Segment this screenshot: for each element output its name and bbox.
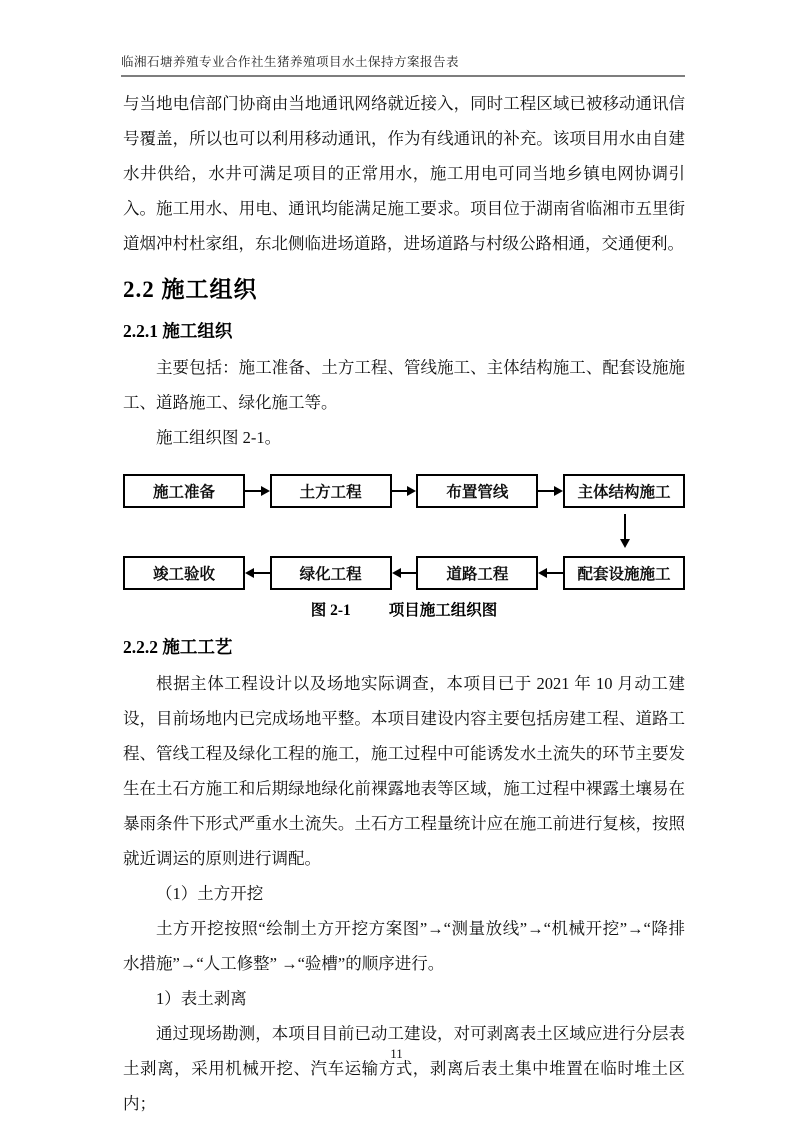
flowchart-node-auxiliary-facilities: 配套设施施工 <box>563 556 685 590</box>
arrow-right-icon <box>245 486 270 496</box>
header-title: 临湘石塘养殖专业合作社生猪养殖项目水土保持方案报告表 <box>121 55 460 69</box>
document-body <box>123 86 685 1121</box>
figure-caption-label: 图 2-1 <box>310 602 351 619</box>
flowchart-row-1 <box>123 474 685 508</box>
flowchart-node-earthwork: 土方工程 <box>270 474 392 508</box>
flowchart-construction-organization <box>123 474 685 620</box>
arrow-right-icon <box>538 486 563 496</box>
heading-2-2-2: 2.2.2 施工工艺 <box>123 637 233 657</box>
heading-2-2-1: 2.2.1 施工组织 <box>123 321 233 341</box>
figure-caption <box>123 598 685 620</box>
paragraph-topsoil-title: 1）表土剥离 <box>156 989 247 1008</box>
paragraph-org-scope: 主要包括：施工准备、土方工程、管线施工、主体结构施工、配套设施施工、道路施工、绿化施工等。 <box>123 358 685 412</box>
arrow-left-icon <box>392 568 417 578</box>
paragraph-process-overview: 根据主体工程设计以及场地实际调查，本项目已于 2021 年 10 月动工建设，目前场地内已完成场地平整。本项目建设内容主要包括房建工程、道路工程、管线工程及绿化工程的施工，施工过程中可能诱发水土流失的环节主要发生在土石方施工和后期绿地绿化前裸露地表等区域，施工过程中裸露土壤易在暴雨条件下形式严重水土流失。土石方工程量统计应在施工前进行复核，按照就近调运的原则进行调配。 <box>123 674 685 868</box>
paragraph-excavation-title: （1）土方开挖 <box>156 884 264 903</box>
flowchart-node-preparation: 施工准备 <box>123 474 245 508</box>
flowchart-node-main-structure: 主体结构施工 <box>563 474 685 508</box>
flowchart-node-greening: 绿化工程 <box>270 556 392 590</box>
page-header <box>121 52 685 77</box>
flowchart-node-acceptance: 竣工验收 <box>123 556 245 590</box>
paragraph-org-figure-ref: 施工组织图 2-1。 <box>156 428 282 447</box>
paragraph-utilities: 与当地电信部门协商由当地通讯网络就近接入，同时工程区域已被移动通讯信号覆盖，所以也可以利用移动通讯，作为有线通讯的补充。该项目用水由自建水井供给，水井可满足项目的正常用水，施工用电可同当地乡镇电网协调引入。施工用水、用电、通讯均能满足施工要求。项目位于湖南省临湘市五里街道烟冲村杜家组，东北侧临进场道路，进场道路与村级公路相通，交通便利。 <box>123 94 685 253</box>
flowchart-node-pipelines: 布置管线 <box>416 474 538 508</box>
figure-caption-title: 项目施工组织图 <box>388 602 498 619</box>
flowchart-row-2 <box>123 556 685 590</box>
arrow-down-icon <box>620 514 630 548</box>
heading-2-2: 2.2 施工组织 <box>123 277 258 302</box>
flowchart-connector-area <box>123 508 685 556</box>
paragraph-excavation-sequence: 土方开挖按照“绘制土方开挖方案图”→“测量放线”→“机械开挖”→“降排水措施”→“人工修整” →“验槽”的顺序进行。 <box>123 919 685 973</box>
flowchart-node-roads: 道路工程 <box>416 556 538 590</box>
page-number: 11 <box>390 1046 403 1061</box>
paragraph-topsoil-detail: 通过现场勘测，本项目目前已动工建设，对可剥离表土区域应进行分层表土剥离，采用机械开挖、汽车运输方式，剥离后表土集中堆置在临时堆土区内； <box>123 1024 685 1113</box>
arrow-right-icon <box>392 486 417 496</box>
arrow-left-icon <box>245 568 270 578</box>
arrow-left-icon <box>538 568 563 578</box>
